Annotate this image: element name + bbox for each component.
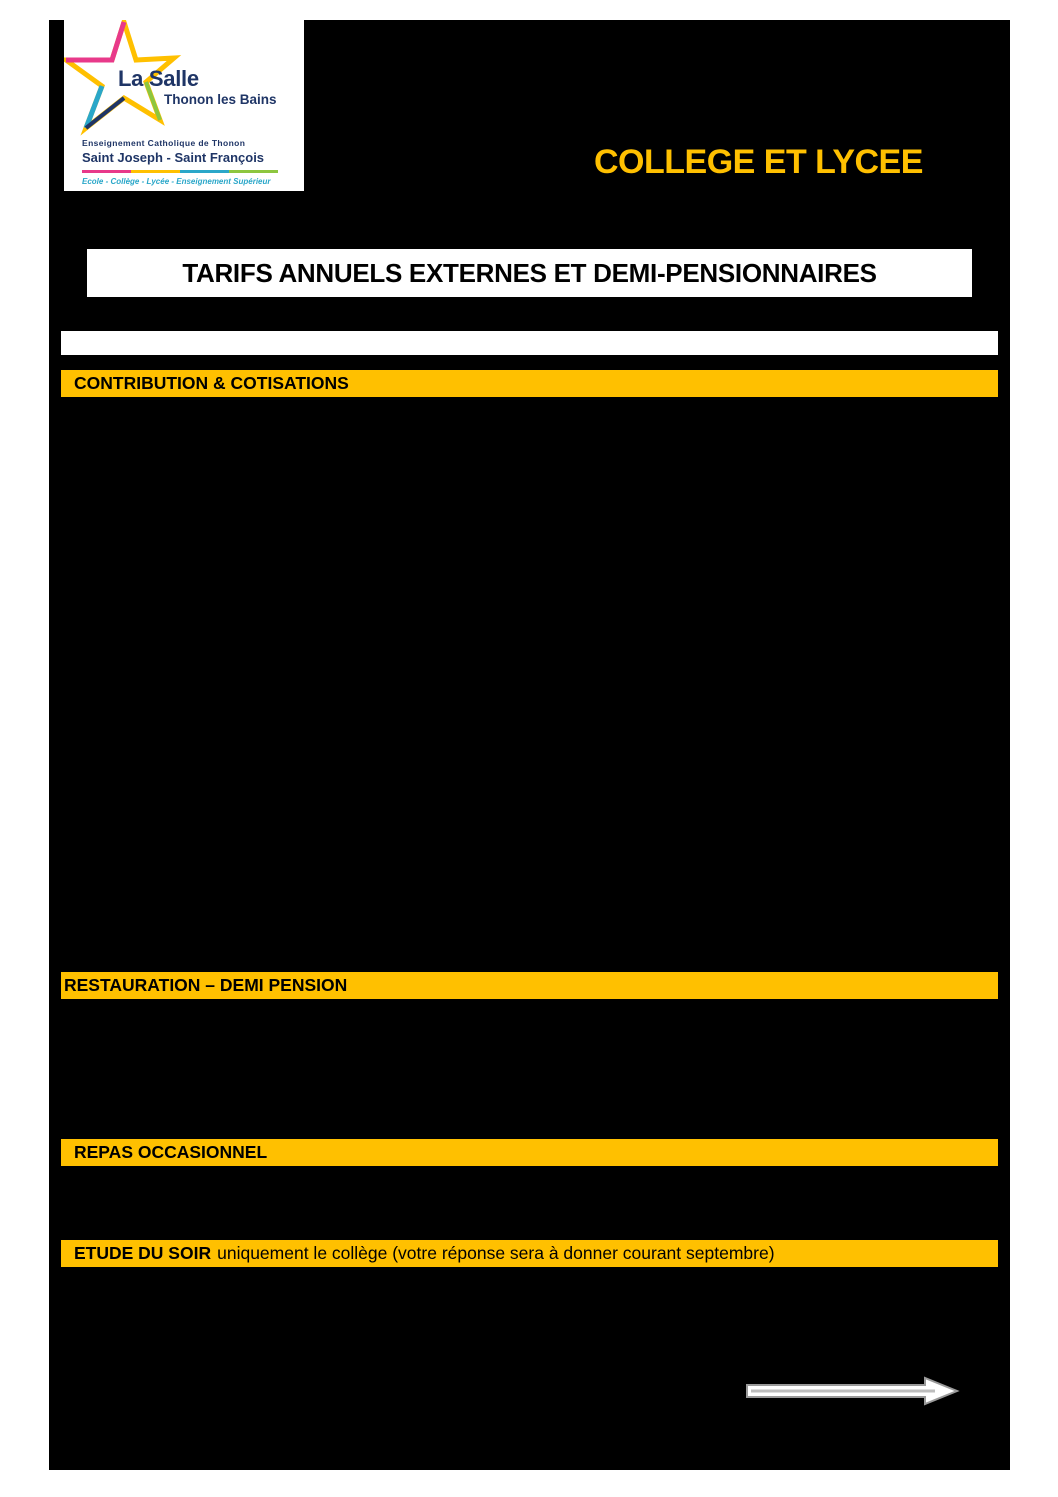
logo-line2: Saint Joseph - Saint François <box>82 150 265 165</box>
logo-color-stripes <box>82 170 278 173</box>
section-etude-du-soir <box>61 1240 998 1267</box>
section-contribution <box>61 370 998 397</box>
divider-bar <box>61 331 998 355</box>
logo-brand: La Salle <box>118 66 199 91</box>
section-label: RESTAURATION – DEMI PENSION <box>64 975 348 995</box>
section-restauration <box>61 972 998 999</box>
logo-line3: Ecole - Collège - Lycée - Enseignement Supérieur <box>82 177 271 186</box>
arrow-right-icon[interactable] <box>745 1376 961 1406</box>
page-title: COLLEGE ET LYCEE <box>594 143 923 181</box>
logo-city: Thonon les Bains <box>164 92 277 107</box>
section-label: ETUDE DU SOIR <box>74 1243 212 1263</box>
subtitle-box <box>87 249 972 297</box>
subtitle-text: TARIFS ANNUELS EXTERNES ET DEMI-PENSIONNAIRES <box>182 257 877 288</box>
school-logo <box>64 20 304 191</box>
logo-line1: Enseignement Catholique de Thonon <box>82 138 246 148</box>
section-repas-occasionnel <box>61 1139 998 1166</box>
section-note: uniquement le collège (votre réponse sera à donner courant septembre) <box>217 1243 775 1263</box>
section-label: CONTRIBUTION & COTISATIONS <box>74 373 349 393</box>
section-label: REPAS OCCASIONNEL <box>74 1142 268 1162</box>
